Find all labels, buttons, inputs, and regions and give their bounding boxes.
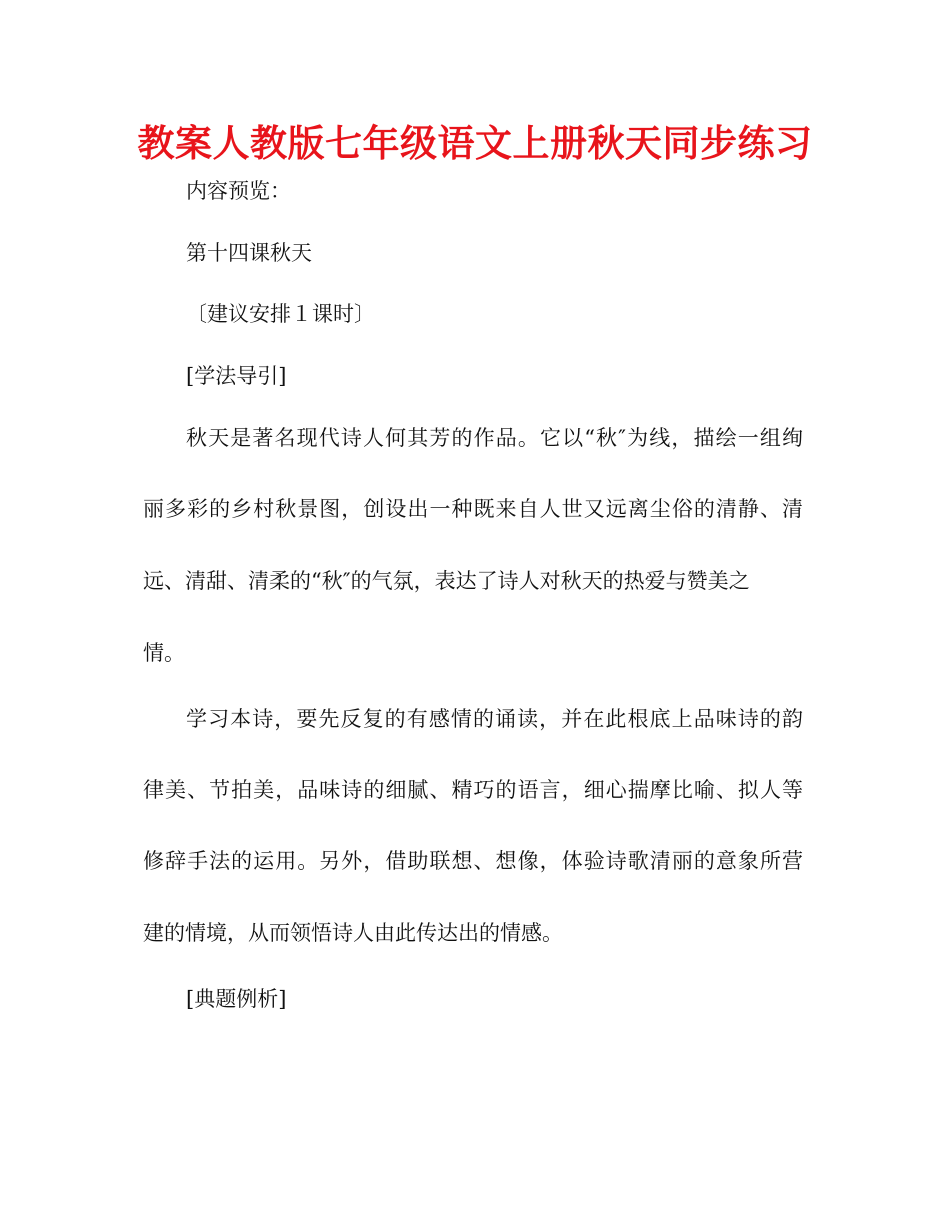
preview-label: 内容预览： bbox=[186, 179, 291, 203]
paragraph-line: 秋天是著名现代诗人何其芳的作品。它以“秋″为线，描绘一组绚 bbox=[186, 426, 803, 450]
document-title: 教案人教版七年级语文上册秋天同步练习 bbox=[137, 122, 813, 165]
section-heading-examples: [典题例析] bbox=[186, 987, 287, 1011]
paragraph-line: 修辞手法的运用。另外，借助联想、想像，体验诗歌清丽的意象所营 bbox=[143, 849, 803, 873]
paragraph-line: 丽多彩的乡村秋景图，创设出一种既来自人世又远离尘俗的清静、清 bbox=[143, 497, 803, 521]
paragraph-line: 学习本诗，要先反复的有感情的诵读，并在此根底上品味诗的韵 bbox=[186, 707, 803, 731]
section-heading-study-guide: [学法导引] bbox=[186, 364, 287, 388]
paragraph-line: 建的情境，从而领悟诗人由此传达出的情感。 bbox=[143, 921, 563, 945]
paragraph-line: 远、清甜、清柔的“秋″的气氛，表达了诗人对秋天的热爱与赞美之 bbox=[143, 569, 750, 593]
paragraph-line: 律美、节拍美，品味诗的细腻、精巧的语言，细心揣摩比喻、拟人等 bbox=[143, 778, 803, 802]
lesson-heading: 第十四课秋天 bbox=[186, 241, 312, 265]
schedule-note: 〔建议安排１课时〕 bbox=[186, 302, 375, 326]
paragraph-line: 情。 bbox=[143, 641, 185, 665]
